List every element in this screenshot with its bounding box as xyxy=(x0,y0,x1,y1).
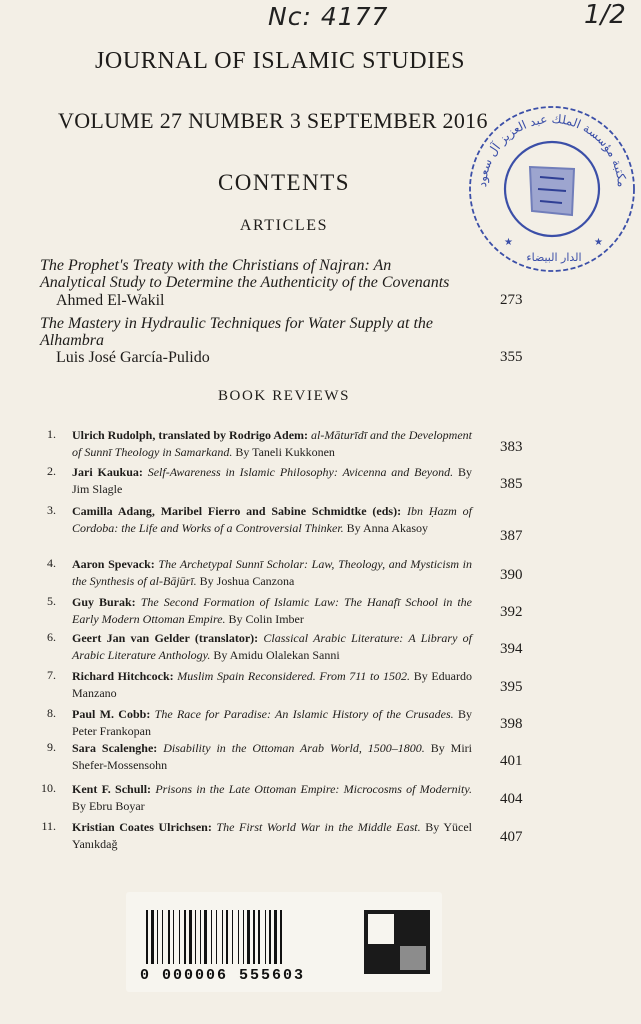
book-reviews-heading: BOOK REVIEWS xyxy=(217,388,351,404)
articles-heading: ARTICLES xyxy=(239,217,329,234)
handwritten-corner-mark: 1/2 xyxy=(584,0,626,30)
star-icon: ★ xyxy=(594,237,603,248)
review-page-number: 395 xyxy=(500,679,523,695)
barcode-bar xyxy=(253,910,255,964)
barcode-bar xyxy=(211,910,212,964)
review-page-number: 390 xyxy=(500,567,523,583)
review-page-number: 401 xyxy=(500,753,523,769)
review-entry: Geert Jan van Gelder (translator): Classical Arabic Literature: A Library of Arabic Literature Anthology. By Amidu Olalekan Sanni xyxy=(72,631,472,662)
volume-line: VOLUME 27 NUMBER 3 SEPTEMBER 2016 xyxy=(58,108,488,133)
review-entry: Richard Hitchcock: Muslim Spain Reconsidered. From 711 to 1502. By Eduardo Manzano xyxy=(72,669,473,700)
review-entry: Kristian Coates Ulrichsen: The First World War in the Middle East. By Yücel Yanıkdağ xyxy=(72,820,473,851)
review-number: 3. xyxy=(47,503,56,517)
review-number: 6. xyxy=(47,630,56,644)
review-entry: Jari Kaukua: Self-Awareness in Islamic Philosophy: Avicenna and Beyond. By Jim Slagle xyxy=(72,465,473,496)
barcode xyxy=(132,900,438,984)
review-page-number: 398 xyxy=(500,716,523,732)
barcode-bar xyxy=(184,910,186,964)
barcode-bar xyxy=(195,910,196,964)
review-entry: Guy Burak: The Second Formation of Islamic Law: The Hanafī School in the Early Modern Ottoman Empire. By Colin Imber xyxy=(72,595,472,626)
article-title: The Mastery in Hydraulic Techniques for Water Supply at the Alhambra xyxy=(40,315,433,349)
barcode-bar xyxy=(216,910,217,964)
review-number: 2. xyxy=(47,464,56,478)
article-page-number: 355 xyxy=(500,349,523,365)
stamp-city: الدار البيضاء xyxy=(526,251,582,264)
barcode-digits: 0 000006 555603 xyxy=(140,967,306,984)
review-number: 10. xyxy=(41,781,56,795)
barcode-bar xyxy=(179,910,180,964)
barcode-bar xyxy=(162,910,163,964)
barcode-bar xyxy=(258,910,260,964)
review-entry: Aaron Spevack: The Archetypal Sunnī Scholar: Law, Theology, and Mysticism in the Synthesis of al-Bājūrī. By Joshua Canzona xyxy=(72,557,473,588)
review-page-number: 394 xyxy=(500,641,523,657)
review-page-number: 387 xyxy=(500,528,523,544)
barcode-bar xyxy=(280,910,282,964)
article-title: The Prophet's Treaty with the Christians of Najran: An Analytical Study to Determine the Authenticity of the Covenants xyxy=(40,257,450,291)
handwritten-catalogue-number: Nc: 4177 xyxy=(268,2,389,31)
barcode-bar xyxy=(238,910,239,964)
review-entry: Camilla Adang, Maribel Fierro and Sabine Schmidtke (eds): Ibn Ḥazm of Cordoba: the Life and Works of a Controversial Thinker. By Anna Akasoy xyxy=(72,504,473,535)
barcode-bar xyxy=(151,910,154,964)
review-number: 1. xyxy=(47,427,56,441)
barcode-bar xyxy=(146,910,148,964)
barcode-bar xyxy=(157,910,158,964)
article-page-number: 273 xyxy=(500,292,523,308)
review-page-number: 383 xyxy=(500,439,523,455)
review-number: 8. xyxy=(47,706,56,720)
contents-heading: CONTENTS xyxy=(217,170,351,195)
barcode-bar xyxy=(269,910,271,964)
barcode-bar xyxy=(189,910,192,964)
review-page-number: 392 xyxy=(500,604,523,620)
barcode-bar xyxy=(222,910,223,964)
review-entry: Ulrich Rudolph, translated by Rodrigo Adem: al-Māturīdī and the Development of Sunnī Theology in Samarkand. By Taneli Kukkonen xyxy=(72,428,472,459)
library-stamp xyxy=(466,103,638,275)
stamp-inscription: مكتبة مؤسسة الملك عبد العزيز آل سعود xyxy=(474,111,630,188)
journal-title: JOURNAL OF ISLAMIC STUDIES xyxy=(94,48,466,74)
review-number: 5. xyxy=(47,594,56,608)
review-entry: Sara Scalenghe: Disability in the Ottoman Arab World, 1500–1800. By Miri Shefer-Mossensohn xyxy=(72,741,473,772)
review-page-number: 407 xyxy=(500,829,523,845)
review-number: 11. xyxy=(41,819,56,833)
review-number: 4. xyxy=(47,556,56,570)
barcode-bar xyxy=(232,910,233,964)
barcode-bar xyxy=(243,910,244,964)
review-entry: Kent F. Schull: Prisons in the Late Ottoman Empire: Microcosms of Modernity. By Ebru Boyar xyxy=(72,782,473,813)
review-number: 9. xyxy=(47,740,56,754)
review-page-number: 404 xyxy=(500,791,523,807)
barcode-bar xyxy=(168,910,170,964)
star-icon: ★ xyxy=(504,237,513,248)
review-page-number: 385 xyxy=(500,476,523,492)
barcode-bar xyxy=(204,910,207,964)
barcode-bar xyxy=(173,910,174,964)
barcode-bar xyxy=(226,910,228,964)
barcode-bar xyxy=(265,910,266,964)
review-entry: Paul M. Cobb: The Race for Paradise: An Islamic History of the Crusades. By Peter Frankopan xyxy=(72,707,472,738)
barcode-bar xyxy=(247,910,250,964)
review-number: 7. xyxy=(47,668,56,682)
barcode-bar xyxy=(200,910,201,964)
barcode-bar xyxy=(274,910,277,964)
article-author: Ahmed El-Wakil xyxy=(56,292,165,309)
article-author: Luis José García-Pulido xyxy=(56,349,210,366)
